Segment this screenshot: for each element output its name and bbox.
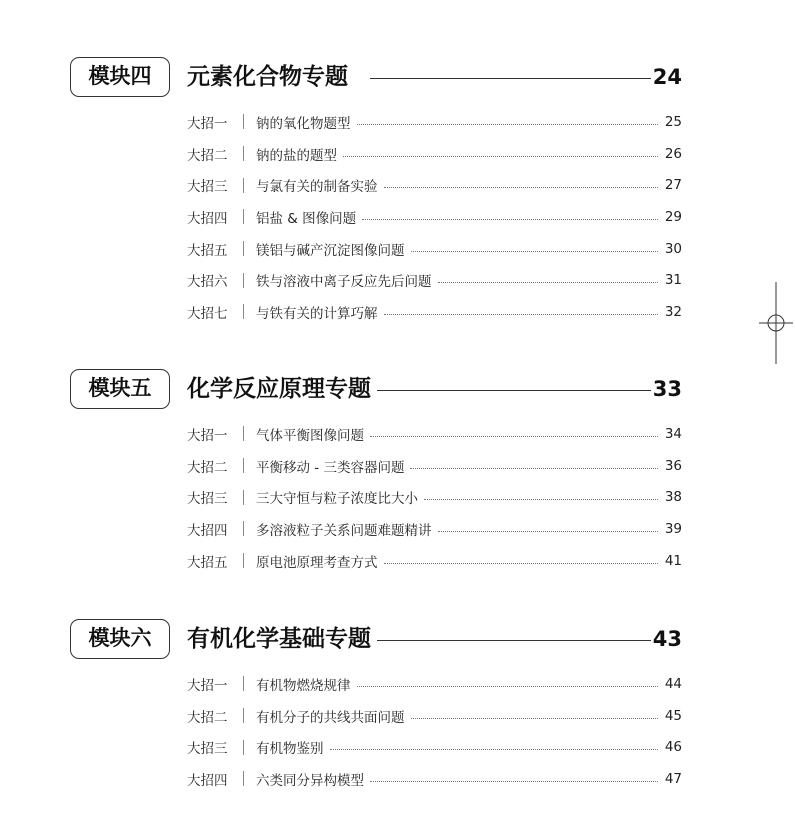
module-section-6 [70,619,682,795]
dot-leader [330,748,659,750]
toc-entry[interactable] [187,700,682,732]
module-header[interactable] [70,619,682,659]
entry-label: 大招六 [187,274,228,291]
dot-leader [411,717,659,719]
entry-label: 大招二 [187,459,228,476]
module-section-5 [70,369,682,576]
dot-leader [384,186,659,188]
toc-entry[interactable] [187,201,682,233]
entry-title: 有机物鉴别 [256,741,324,758]
dot-leader [370,435,658,437]
module-page-number: 33 [651,369,682,409]
dot-leader [343,155,658,157]
dot-leader [384,562,659,564]
entry-title: 与氯有关的制备实验 [256,179,378,196]
toc-entry[interactable] [187,233,682,265]
entry-page-number: 32 [664,303,682,320]
toc-entry[interactable] [187,450,682,482]
entry-title: 三大守恒与粒子浓度比大小 [256,491,418,508]
toc-entry[interactable] [187,731,682,763]
module-title: 元素化合物专题 [187,57,354,97]
entry-title: 钠的氧化物题型 [256,115,351,132]
entry-page-number: 44 [664,675,682,692]
separator [243,521,244,536]
separator [243,676,244,691]
entry-title: 镁铝与碱产沉淀图像问题 [256,242,405,259]
separator [243,458,244,473]
toc-entry[interactable] [187,138,682,170]
toc-entry[interactable] [187,296,682,328]
separator [243,114,244,129]
entry-title: 六类同分异构模型 [256,772,364,789]
entry-label: 大招五 [187,554,228,571]
entry-title: 气体平衡图像问题 [256,427,364,444]
toc-entry[interactable] [187,763,682,795]
separator [243,178,244,193]
entry-label: 大招三 [187,741,228,758]
entry-page-number: 34 [664,425,682,442]
entry-label: 大招一 [187,115,228,132]
module-label: 模块四 [70,57,170,97]
entry-page-number: 46 [664,739,682,756]
entry-label: 大招三 [187,179,228,196]
dot-leader [424,498,658,500]
entry-page-number: 47 [664,770,682,787]
entry-title: 多溶液粒子关系问题难题精讲 [256,522,432,539]
toc-entry[interactable] [187,418,682,450]
leader-line [370,640,656,641]
module-page-number: 24 [651,57,682,97]
entry-label: 大招二 [187,709,228,726]
entry-label: 大招五 [187,242,228,259]
entry-title: 平衡移动 - 三类容器问题 [256,459,405,476]
toc-entry[interactable] [187,481,682,513]
module-header[interactable] [70,369,682,409]
toc-entry[interactable] [187,513,682,545]
separator [243,740,244,755]
entry-label: 大招四 [187,522,228,539]
module-title: 化学反应原理专题 [187,369,377,409]
separator [243,304,244,319]
entry-page-number: 26 [664,145,682,162]
module-section-4 [70,57,682,328]
entry-title: 有机物燃烧规律 [256,677,351,694]
entry-label: 大招四 [187,210,228,227]
entry-list [187,668,682,795]
entry-label: 大招四 [187,772,228,789]
entry-title: 原电池原理考查方式 [256,554,378,571]
separator [243,490,244,505]
separator [243,241,244,256]
entry-page-number: 30 [664,240,682,257]
dot-leader [438,281,659,283]
entry-page-number: 41 [664,552,682,569]
separator [243,708,244,723]
toc-entry[interactable] [187,545,682,577]
entry-page-number: 27 [664,177,682,194]
dot-leader [357,123,659,125]
dot-leader [438,530,659,532]
entry-title: 与铁有关的计算巧解 [256,305,378,322]
entry-label: 大招三 [187,491,228,508]
entry-page-number: 36 [664,457,682,474]
entry-title: 铁与溶液中离子反应先后问题 [256,274,432,291]
entry-list [187,418,682,576]
dot-leader [370,780,658,782]
entry-title: 钠的盐的题型 [256,147,337,164]
toc-entry[interactable] [187,169,682,201]
separator [243,209,244,224]
module-title: 有机化学基础专题 [187,619,377,659]
toc-entry[interactable] [187,106,682,138]
entry-label: 大招一 [187,677,228,694]
leader-line [370,390,656,391]
toc-entry[interactable] [187,668,682,700]
entry-page-number: 39 [664,520,682,537]
entry-page-number: 29 [664,208,682,225]
module-label: 模块五 [70,369,170,409]
entry-title: 铝盐 & 图像问题 [256,210,357,227]
dot-leader [410,467,658,469]
separator [243,273,244,288]
leader-line [370,78,656,79]
entry-label: 大招二 [187,147,228,164]
dot-leader [357,685,659,687]
entry-page-number: 45 [664,707,682,724]
entry-label: 大招一 [187,427,228,444]
separator [243,426,244,441]
registration-mark-icon [759,282,793,364]
entry-title: 有机分子的共线共面问题 [256,709,405,726]
toc-entry[interactable] [187,264,682,296]
entry-page-number: 38 [664,489,682,506]
entry-label: 大招七 [187,305,228,322]
entry-page-number: 31 [664,272,682,289]
separator [243,771,244,786]
entry-list [187,106,682,328]
dot-leader [362,218,658,220]
module-label: 模块六 [70,619,170,659]
dot-leader [411,250,659,252]
module-page-number: 43 [651,619,682,659]
entry-page-number: 25 [664,113,682,130]
module-header[interactable] [70,57,682,97]
dot-leader [384,313,659,315]
separator [243,553,244,568]
separator [243,146,244,161]
